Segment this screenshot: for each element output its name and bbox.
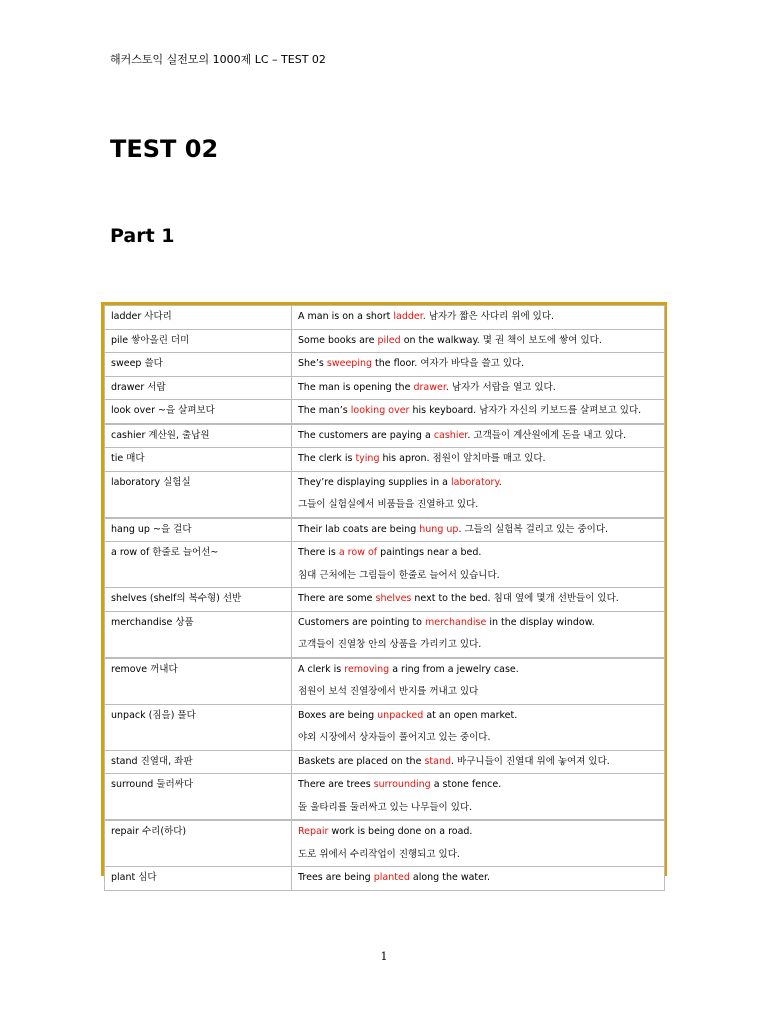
example-line xyxy=(298,659,658,682)
vocab-term: shelves (shelf의 복수형) 선반 xyxy=(105,588,292,612)
example-text: They’re displaying supplies in a xyxy=(298,476,451,488)
vocab-example xyxy=(292,820,665,867)
highlighted-term: ladder xyxy=(393,311,423,322)
table-row xyxy=(105,518,665,542)
vocab-term: sweep 쓸다 xyxy=(105,353,292,377)
vocab-example xyxy=(292,518,665,542)
example-text: . 남자가 서랍을 열고 있다. xyxy=(445,381,556,393)
table-row xyxy=(105,588,665,612)
table-row xyxy=(105,820,665,867)
example-line xyxy=(298,425,658,448)
vocab-example xyxy=(292,471,665,518)
example-line xyxy=(298,681,658,704)
example-text: 고객들이 진열창 안의 상품을 가리키고 있다. xyxy=(298,639,482,650)
vocab-example xyxy=(292,353,665,377)
test-title: TEST 02 xyxy=(110,135,219,163)
vocab-example xyxy=(292,750,665,774)
example-text: 침대 근처에는 그림들이 한줄로 늘어서 있습니다. xyxy=(298,569,500,581)
example-line xyxy=(298,519,658,542)
vocab-term: remove 꺼내다 xyxy=(105,658,292,705)
highlighted-term: a row of xyxy=(338,547,378,558)
vocab-term: plant 심다 xyxy=(105,867,292,891)
vocab-term: unpack (짐을) 풀다 xyxy=(105,704,292,750)
example-text: Baskets are placed on the xyxy=(298,755,425,767)
example-line xyxy=(298,612,658,635)
highlighted-term: Repair xyxy=(298,826,329,837)
highlighted-term: shelves xyxy=(375,593,412,604)
example-line xyxy=(298,821,658,844)
example-text: along the water. xyxy=(409,872,491,883)
example-text: The man is opening the xyxy=(298,381,414,393)
example-text: paintings near a bed. xyxy=(377,547,482,558)
example-text: There are trees xyxy=(298,779,374,790)
table-row xyxy=(105,774,665,821)
example-text: She’s xyxy=(298,358,327,369)
highlighted-term: hung up xyxy=(419,523,459,535)
vocab-term: surround 둘러싸다 xyxy=(105,774,292,821)
table-row xyxy=(105,867,665,891)
example-text: 야외 시장에서 상자들이 풀어지고 있는 중이다. xyxy=(298,732,491,743)
vocab-term: merchandise 상품 xyxy=(105,611,292,658)
example-line xyxy=(298,727,658,750)
highlighted-term: surrounding xyxy=(373,779,431,790)
example-line xyxy=(298,797,658,820)
vocab-term: pile 쌓아올린 더미 xyxy=(105,329,292,353)
example-line xyxy=(298,634,658,657)
example-text: in the display window. xyxy=(486,616,595,628)
table-row xyxy=(105,448,665,472)
example-text: at an open market. xyxy=(423,709,518,721)
vocab-term: laboratory 실험실 xyxy=(105,471,292,518)
example-line xyxy=(298,867,658,890)
vocab-example xyxy=(292,588,665,612)
highlighted-term: tying xyxy=(355,453,380,464)
vocab-term: look over ~을 살펴보다 xyxy=(105,400,292,424)
example-line xyxy=(298,705,658,728)
example-line xyxy=(298,353,658,376)
example-text: . 그들의 실험복 걸리고 있는 중이다. xyxy=(458,523,609,535)
example-line xyxy=(298,565,658,588)
example-text: . 고객들이 계산원에게 돈을 내고 있다. xyxy=(467,429,627,441)
vocab-example xyxy=(292,376,665,400)
vocab-example xyxy=(292,542,665,588)
example-text: The customers are paying a xyxy=(298,429,434,441)
highlighted-term: removing xyxy=(344,663,390,675)
vocab-term: tie 매다 xyxy=(105,448,292,472)
vocabulary-table xyxy=(104,305,665,891)
example-text: a ring from a jewelry case. xyxy=(389,663,519,675)
example-text: There are some xyxy=(298,593,376,604)
example-line xyxy=(298,774,658,797)
vocabulary-table-body xyxy=(105,306,665,891)
example-text: . 남자가 짧은 사다리 위에 있다. xyxy=(422,311,555,322)
example-text: The clerk is xyxy=(298,453,356,464)
document-header: 해커스토익 실전모의 1000제 LC – TEST 02 xyxy=(110,53,326,66)
example-text: a stone fence. xyxy=(430,779,502,790)
example-text: the floor. 여자가 바닥을 쓸고 있다. xyxy=(372,358,525,369)
example-line xyxy=(298,377,658,400)
vocab-term: repair 수리(하다) xyxy=(105,820,292,867)
highlighted-term: drawer xyxy=(413,381,446,393)
table-row xyxy=(105,424,665,448)
example-text: A man is on a short xyxy=(298,311,394,322)
vocab-term: a row of 한줄로 늘어선~ xyxy=(105,542,292,588)
example-text: A clerk is xyxy=(298,663,345,675)
table-row xyxy=(105,750,665,774)
vocab-term: stand 진열대, 좌판 xyxy=(105,750,292,774)
example-line xyxy=(298,751,658,774)
example-line xyxy=(298,494,658,517)
example-text: next to the bed. 침대 옆에 몇개 선반들이 있다. xyxy=(411,593,619,604)
vocabulary-table-frame xyxy=(101,302,667,883)
example-line xyxy=(298,400,658,423)
example-text: 도로 위에서 수리작업이 진행되고 있다. xyxy=(298,848,460,860)
highlighted-term: stand xyxy=(424,755,452,767)
table-row xyxy=(105,376,665,400)
table-row xyxy=(105,542,665,588)
vocab-term: drawer 서랍 xyxy=(105,376,292,400)
highlighted-term: sweeping xyxy=(326,358,373,369)
example-line xyxy=(298,542,658,565)
vocab-example xyxy=(292,611,665,658)
highlighted-term: laboratory xyxy=(450,476,499,488)
table-row xyxy=(105,329,665,353)
example-line xyxy=(298,306,658,329)
example-text: Customers are pointing to xyxy=(298,616,425,628)
example-text: 돌 울타리를 둘러싸고 있는 나무들이 있다. xyxy=(298,801,473,813)
vocab-term: ladder 사다리 xyxy=(105,306,292,330)
vocab-example xyxy=(292,329,665,353)
example-text: . xyxy=(498,476,502,488)
example-text: on the walkway. 몇 권 책이 보도에 쌓여 있다. xyxy=(400,334,602,346)
table-row xyxy=(105,306,665,330)
example-text: his apron. 점원이 앞치마를 매고 있다. xyxy=(379,453,546,464)
table-row xyxy=(105,400,665,424)
vocab-term: hang up ~을 걸다 xyxy=(105,518,292,542)
vocab-example xyxy=(292,306,665,330)
highlighted-term: merchandise xyxy=(425,616,487,628)
example-text: work is being done on a road. xyxy=(328,826,473,837)
example-text: There is xyxy=(298,547,339,558)
example-text: 그들이 실험실에서 비품들을 진열하고 있다. xyxy=(298,499,479,510)
example-text: Boxes are being xyxy=(298,709,378,721)
part-title: Part 1 xyxy=(110,225,175,247)
table-row xyxy=(105,611,665,658)
example-text: The man’s xyxy=(298,405,351,416)
vocab-example xyxy=(292,424,665,448)
table-row xyxy=(105,353,665,377)
highlighted-term: cashier xyxy=(433,429,468,441)
table-row xyxy=(105,658,665,705)
vocab-example xyxy=(292,658,665,705)
example-line xyxy=(298,330,658,353)
page-number: 1 xyxy=(380,950,388,963)
table-row xyxy=(105,471,665,518)
example-text: his keyboard. 남자가 자신의 키보드를 살펴보고 있다. xyxy=(409,405,642,416)
vocab-example xyxy=(292,867,665,891)
example-line xyxy=(298,472,658,495)
example-line xyxy=(298,448,658,471)
highlighted-term: unpacked xyxy=(377,709,424,721)
example-text: 점원이 보석 진열장에서 반지를 꺼내고 있다 xyxy=(298,686,479,697)
example-text: . 바구니들이 진열대 위에 놓여져 있다. xyxy=(451,755,610,767)
vocab-example xyxy=(292,448,665,472)
vocab-example xyxy=(292,400,665,424)
example-line xyxy=(298,844,658,867)
vocab-example xyxy=(292,704,665,750)
example-text: Trees are being xyxy=(298,872,374,883)
example-text: Their lab coats are being xyxy=(298,523,420,535)
highlighted-term: planted xyxy=(373,872,410,883)
highlighted-term: looking over xyxy=(350,405,410,416)
example-line xyxy=(298,588,658,611)
vocab-term: cashier 계산원, 출납원 xyxy=(105,424,292,448)
highlighted-term: piled xyxy=(377,334,401,346)
vocab-example xyxy=(292,774,665,821)
example-text: Some books are xyxy=(298,334,378,346)
table-row xyxy=(105,704,665,750)
